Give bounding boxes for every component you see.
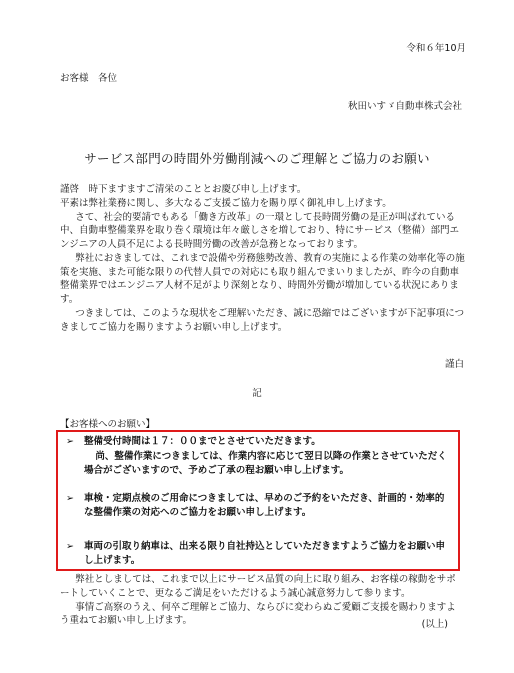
arrow-bullet-icon: ➢ xyxy=(66,541,74,552)
document-title: サービス部門の時間外労働削減へのご理解とご協力のお願い xyxy=(84,151,430,166)
request-item-delivery: ➢ 車両の引取り納車は、出来る限り自社持込としていただきますようご協力をお願い申し上げます。 xyxy=(66,541,446,566)
commitment-paragraph: 弊社としましては、これまで以上にサービス品質の向上に取り組み、お客様の稼動をサポートしていくことで、更なるご満足をいただけるよう誠心誠意努力して参ります。 xyxy=(60,574,456,599)
request-box-label: 【お客様へのお願い】 xyxy=(60,419,156,430)
greeting-line: 謹啓 時下ますますご清栄のこととお慶び申し上げます。 xyxy=(60,184,307,195)
thanks-line: 平素は弊社業務に関し、多大なるご支援ご協力を賜り厚く御礼申し上げます。 xyxy=(60,197,392,209)
request-box xyxy=(56,430,460,571)
arrow-bullet-icon: ➢ xyxy=(66,436,74,447)
closing-kinpaku: 謹白 xyxy=(444,359,464,370)
request-item-reception-hours: ➢ 整備受付時間は１７：００までとさせていただきます。 xyxy=(66,436,321,447)
request-item-inspection: ➢ 車検・定期点検のご用命につきましては、早めのご予約をいただき、計画的・効率的な整備作業の対応へのご協力をお願い申し上げます。 xyxy=(66,493,445,518)
final-request-paragraph: 事情ご高察のうえ、何卒ご理解とご協力、ならびに変わらぬご愛顧ご支援を賜わりますよう重ねてお願い申し上げます。 xyxy=(60,601,456,627)
addressee: お客様 各位 xyxy=(60,73,118,84)
issue-date: 令和６年10月 xyxy=(406,43,466,54)
letter-body xyxy=(60,183,468,334)
arrow-bullet-icon: ➢ xyxy=(66,493,74,504)
measures-paragraph: 弊社におきましては、これまで設備や労務態勢改善、教育の実施による作業の効率化等の施策を実施、また可能な限りの代替人員での対応にも取り組んでまいりましたが、昨今の自動車整備業界ではエンジニア人材不足がより深刻となり、時間外労働が増加している状況にあります。 xyxy=(60,252,465,306)
company-name: 秋田いすゞ自動車株式会社 xyxy=(347,101,462,112)
request-paragraph: つきましては、このような現状をご理解いただき、誠に恐縮ではございますが下記事項につきましてご協力を賜りますようお願い申し上げます。 xyxy=(60,307,465,333)
ki-heading: 記 xyxy=(252,388,262,399)
closing-ijo: (以上) xyxy=(421,619,448,630)
background-paragraph: さて、社会的要請でもある「働き方改革」の一環として長時間労働の是正が叫ばれている中、自動車整備業界を取り巻く環境は年々厳しさを増しており、特にサービス（整備）部門エンジニアの人員不足による長時間労働の改善が急務となっております。 xyxy=(60,211,460,251)
closing-body xyxy=(60,573,460,628)
request-item-note: 尚、整備作業につきましては、作業内容に応じて翌日以降の作業とさせていただく場合がございますので、予めご了承の程お願い申し上げます。 xyxy=(84,451,447,476)
